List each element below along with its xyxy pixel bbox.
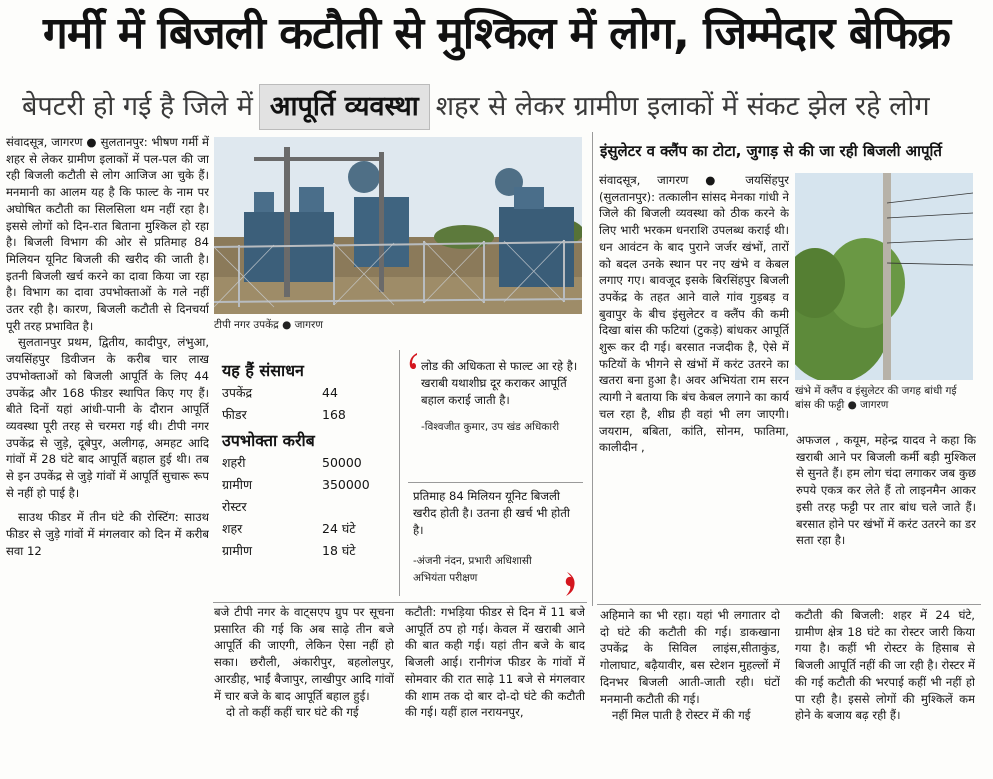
- resources-row: [222, 404, 392, 426]
- quote-open-icon: [408, 352, 416, 382]
- side-story-p1: संवादसूत्र, जागरण ● जयसिंहपुर (सुलतानपुर): तत्कालीन सांसद मेनका गांधी ने जिले की बिजली व्यवस्था को ठीक करने के लिए भारी भरकम धनराशि उपलब्ध कराई थी। धन आवंटन के बाद पुराने जर्जर खंभों, तारों को बदल उनके स्थान पर नए खंभे व केबल लगाए गए। बावजूद इसके बिरसिंहपुर बिजली उपकेंद्र के तहत आने वाले गांव गुड़बड़ व बुवापुर के बीच इंसुलेटर व क्लैंप की कमी दिखा बांस की फटियां (टुकड़े) बांधकर आपूर्ति शुरू कर दी गई। बरसात नजदीक है, ऐसे में फटियों के भीगने से खंभों में करंट उतरने का खतरा बना हुआ है। अवर अभियंता राम सरन त्यागी ने बताया कि बंच केबल लगाने का कार्य चल रहा है, शीघ्र ही वहां भी लग जाएगी। जयराम, बबिता, कांति, सोनम, फातिमा, कालीदीन ,: [599, 173, 789, 455]
- quote-2-attribution: -अंजनी नंदन, प्रभारी अधिशासी अभियंता परीक्षण: [413, 555, 532, 584]
- photo2-caption-text: खंभे में क्लैंप व इंसुलेटर की जगह बांधी गई बांस की फट्टी: [795, 385, 957, 411]
- main-story-col4: अहिमाने का भी रहा। यहां भी लगातार दो दो घंटे की कटौती की गई। डाकखाना उपकेंद्र के सिविल लाइंस,सीताकुंड, गोलाघाट, बढ़ैयावीर, बस स्टेशन मुहल्लों में दिनभर बिजली आती-जाती रही। घंटों मनमानी कटौती की गई।: [600, 608, 780, 706]
- roster-row-value: 24 घंटे: [322, 521, 356, 536]
- resources-row-label: फीडर: [222, 407, 247, 422]
- page-headline: गर्मी में बिजली कटौती से मुश्किल में लोग, जिम्मेदार बेफिक्र: [43, 8, 950, 59]
- main-story-column-1: [6, 134, 209, 774]
- photo2-caption-source: ● जागरण: [847, 399, 889, 411]
- consumer-row-value: 350000: [322, 477, 370, 492]
- quote-2-text: प्रतिमाह 84 मिलियन यूनिट बिजली खरीद होती है। उतना ही खर्च भी होती है।: [413, 489, 570, 537]
- main-story-col5: कटौती की बिजली: शहर में 24 घंटे, ग्रामीण क्षेत्र 18 घंटे का रोस्टर जारी किया गया है। कहीं भी रोस्टर के हिसाब से बिजली आपूर्ति नहीं की जा रही है। रोस्टर में की गई कटौती की भरपाई कहीं भी नहीं हो पा रही है। इससे लोगों की मुश्किलें कम होने के बजाय बढ़ रही हैं।: [795, 608, 975, 723]
- roster-row-value: 18 घंटे: [322, 543, 356, 558]
- consumer-row-label: शहरी: [222, 455, 246, 470]
- quote-1-text: लोड की अधिकता से फाल्ट आ रहे है। खराबी यथाशीघ्र दूर कराकर आपूर्ति बहाल कराई जाती है।: [421, 359, 578, 407]
- main-story-column-4: [600, 607, 780, 775]
- roster-title: रोस्टर: [222, 499, 247, 514]
- quote-close-icon: [564, 570, 578, 600]
- resources-row-value: 44: [322, 385, 338, 400]
- side-story-p2: अफजल , कयूम, महेन्द्र यादव ने कहा कि खराबी आने पर बिजली कर्मी बड़ी मुश्किल से सुनते हैं। हम लोग चंदा लगाकर जब कुछ रुपये एकत्र कर लेते हैं तो लाइनमैन आकर इसी तरह फट्टी पर तार बांध चले जाते हैं। बरसात होने पर खंभों में करंट उतरने का डर सता रहा है।: [796, 433, 976, 548]
- main-story-col3: कटौती: गभड़िया फीडर से दिन में 11 बजे आपूर्ति ठप हो गई। केवल में खराबी आने की बात कही गई। यहां तीन बजे के बाद बिजली आई। रानीगंज फीडर के गांवों में सोमवार की रात साढ़े 11 बजे से मंगलवार की शाम तक दो बार दो-दो घंटे की कटौती की गई। यहीं हाल नरायनपुर,: [405, 605, 585, 720]
- consumer-row: [222, 452, 392, 474]
- consumer-row: [222, 474, 392, 496]
- subhead-pre: बेपटरी हो गई है जिले में: [22, 91, 253, 122]
- side-story-continuation: [796, 432, 976, 604]
- subhead-boxed: आपूर्ति व्यवस्था: [259, 84, 430, 130]
- roster-row-label: शहर: [222, 521, 243, 536]
- roster-row: [222, 518, 392, 540]
- resources-row-value: 168: [322, 407, 346, 422]
- main-story-p2: सुलतानपुर प्रथम, द्वितीय, कादीपुर, लंभुआ, जयसिंहपुर डिवीजन के करीब चार लाख उपभोक्ताओं को बिजली आपूर्ति के लिए 44 उपकेंद्र और 168 फीडर स्थापित किए गए हैं। बीते दिनों यहां आंधी-पानी के दौरान आपूर्ति व्यवस्था पूरी तरह से चरमरा गई थी। टीपी नगर उपकेंद्र से जुड़े, दूबेपुर, अलीगढ़, अमहट आदि गांवों में 28 घंटे बाद आपूर्ति बहाल हुई थी। तब से इन उपकेंद्र से जुड़े गांवों में आपूर्ति सुचारू रूप से नहीं हो पाई है।: [6, 335, 209, 500]
- column-divider: [399, 350, 400, 596]
- subhead-post: शहर से लेकर ग्रामीण इलाकों में संकट झेल रहे लोग: [435, 91, 930, 122]
- substation-photo: [214, 137, 582, 314]
- resources-row-label: उपकेंद्र: [222, 385, 253, 400]
- main-story-col2: बजे टीपी नगर के वाट्सएप ग्रुप पर सूचना प्रसारित की गई कि अब साढ़े तीन बजे आपूर्ति की जाएगी, लेकिन ऐसा नहीं हो सका। छरौली, अंकारीपुर, बहलोलपुर, आरडीह, भाईं बैजापुर, लाखीपुर आदि गांवों में चार बजे के बाद आपूर्ति बहाल हुई।: [214, 605, 394, 703]
- quote-divider: [408, 482, 583, 483]
- main-story-column-2: [214, 604, 394, 776]
- main-story-col2b: दो तो कहीं कहीं चार घंटे की गई: [226, 705, 359, 720]
- lower-right-divider: [597, 604, 981, 605]
- pole-photo-caption: [795, 384, 975, 412]
- side-story-headline: इंसुलेटर व क्लैंप का टोटा, जुगाड़ से की जा रही बिजली आपूर्ति: [600, 142, 942, 160]
- subheadline: [22, 84, 930, 128]
- resources-box: [222, 360, 392, 592]
- photo1-caption-source: ● जागरण: [282, 319, 323, 331]
- photo1-caption-place: टीपी नगर उपकेंद्र: [214, 319, 279, 331]
- pole-photo-illustration: [795, 173, 973, 380]
- quote-2: [413, 488, 578, 587]
- main-story-column-5: [795, 607, 975, 775]
- quote-1: [421, 358, 581, 436]
- main-story-p1: संवादसूत्र, जागरण ● सुलतानपुर: भीषण गर्मी में शहर से लेकर ग्रामीण इलाकों में पल-पल की जा रही बिजली कटौती से लोग आजिज आ चुके हैं। मनमानी का आलम यह है कि फाल्ट के नाम पर अघोषित कटौती का सिलसिला थम नहीं रहा है। इससे लोगों को दिन-रात बिताना मुश्किल हो रहा है। बिजली विभाग की ओर से प्रतिमाह 84 मिलियन यूनिट बिजली की खरीद की जाती है। इतनी बिजली खर्च करने का दावा किया जा रहा है। विभाग का दावा उपभोक्ताओं के गले नहीं उतर रही है। कारण, बिजली कटौती से दिनचर्या पूरी तरह प्रभावित है।: [6, 135, 209, 333]
- quote-1-attribution: -विश्वजीत कुमार, उप खंड अधिकारी: [421, 421, 560, 433]
- roster-row-label: ग्रामीण: [222, 543, 253, 558]
- side-story-column: [599, 172, 789, 604]
- substation-photo-illustration: [214, 137, 582, 314]
- consumer-row-value: 50000: [322, 455, 362, 470]
- main-story-col4b: नहीं मिल पाती है रोस्टर में की गई: [612, 708, 751, 723]
- resources-title: यह हैं संसाधन: [222, 361, 304, 380]
- roster-row: [222, 540, 392, 562]
- lower-section-divider: [213, 602, 587, 603]
- main-story-p3: साउथ फीडर में तीन घंटे की रोस्टिंग: साउथ फीडर से जुड़े गांवों में मंगलवार को दिन में करीब सवा 12: [6, 510, 209, 558]
- main-story-column-3: [405, 604, 585, 776]
- resources-row: [222, 382, 392, 404]
- pole-photo: [795, 173, 973, 380]
- side-story-divider: [592, 132, 593, 606]
- consumers-title: उपभोक्ता करीब: [222, 431, 315, 450]
- substation-photo-caption: [214, 318, 582, 332]
- consumer-row-label: ग्रामीण: [222, 477, 253, 492]
